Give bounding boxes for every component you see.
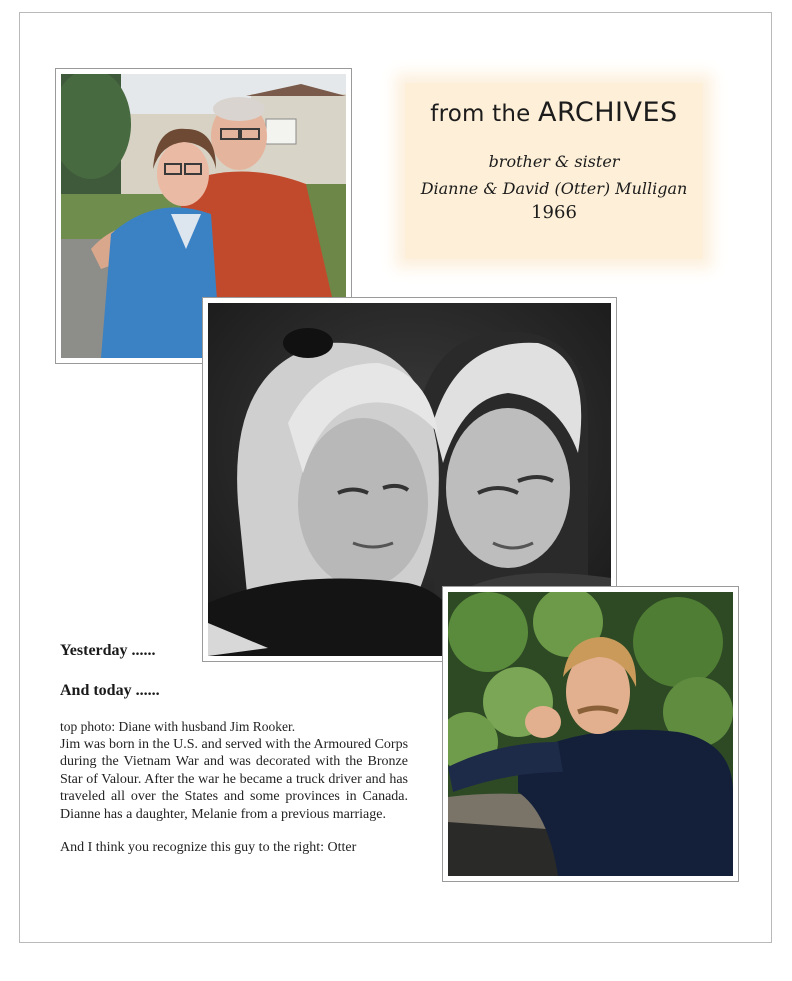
body-paragraph: Jim was born in the U.S. and served with the Armoured Corps during the Vietnam War and was decorated with the Bronze Star of Valour. After the war he became a truck driver and has traveled all over the States and some provinces in Canada. Dianne has a daughter, Melanie from a previous marriage. [60, 736, 409, 822]
archive-subtitle-line2: Dianne & David (Otter) Mulligan [420, 179, 688, 198]
caption-today: And today ...... [60, 682, 160, 699]
caption-yesterday: Yesterday ...... [60, 642, 156, 659]
photo-otter-today [442, 586, 739, 882]
photo-note: top photo: Diane with husband Jim Rooker. [60, 719, 296, 734]
body-paragraph-block [60, 718, 408, 823]
body-text [60, 718, 408, 857]
archive-title [405, 97, 703, 128]
archive-subtitle [405, 148, 703, 202]
closing-line: And I think you recognize this guy to the right: Otter [60, 840, 357, 855]
archive-title-prefix: from the [430, 101, 538, 127]
photo-otter-image [448, 592, 733, 876]
archive-year: 1966 [531, 202, 577, 223]
archive-title-main: ARCHIVES [538, 97, 678, 128]
archive-subtitle-line1: brother & sister [488, 152, 620, 171]
archive-title-box [405, 83, 703, 259]
